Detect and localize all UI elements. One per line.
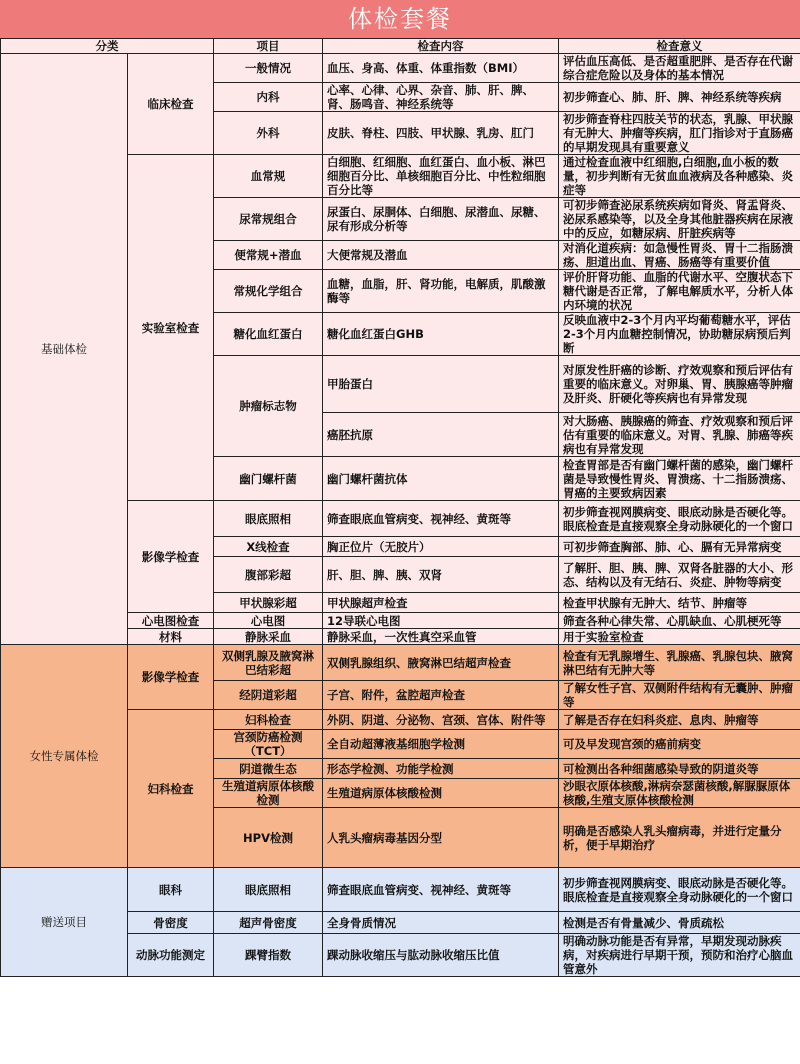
header-content: 检查内容 bbox=[323, 39, 559, 54]
category-name: 妇科检查 bbox=[128, 710, 214, 868]
item-name: 常规化学组合 bbox=[214, 270, 323, 313]
item-meaning: 筛查各种心律失常、心肌缺血、心肌梗死等 bbox=[559, 613, 800, 629]
item-name: 经阴道彩超 bbox=[214, 681, 323, 710]
item-meaning: 反映血液中2-3个月内平均葡萄糖水平，评估2-3个月内血糖控制情况，协助糖尿病预后判断 bbox=[559, 313, 800, 356]
item-content: 糖化血红蛋白GHB bbox=[323, 313, 559, 356]
table-row bbox=[1, 645, 800, 681]
item-content: 全自动超薄液基细胞学检测 bbox=[323, 730, 559, 759]
item-meaning: 了解是否存在妇科炎症、息肉、肿瘤等 bbox=[559, 710, 800, 730]
item-meaning: 了解女性子宫、双侧附件结构有无囊肿、肿瘤等 bbox=[559, 681, 800, 710]
category-name: 影像学检查 bbox=[128, 645, 214, 710]
header-row bbox=[1, 39, 800, 54]
item-content: 胸正位片（无胶片） bbox=[323, 537, 559, 557]
item-name: 糖化血红蛋白 bbox=[214, 313, 323, 356]
header-meaning: 检查意义 bbox=[559, 39, 800, 54]
item-name: 尿常规组合 bbox=[214, 198, 323, 241]
category-name: 临床检查 bbox=[128, 54, 214, 155]
item-name: 双侧乳腺及腋窝淋巴结彩超 bbox=[214, 645, 323, 681]
category-name: 心电图检查 bbox=[128, 613, 214, 629]
item-name: 内科 bbox=[214, 83, 323, 112]
item-meaning: 可及早发现宫颈的癌前病变 bbox=[559, 730, 800, 759]
header-item: 项目 bbox=[214, 39, 323, 54]
item-content: 12导联心电图 bbox=[323, 613, 559, 629]
table-body bbox=[1, 54, 800, 977]
item-meaning: 初步筛查脊柱四肢关节的状态，乳腺、甲状腺有无肿大、肿瘤等疾病，肛门指诊对于直肠癌的早期发现具有重要意义 bbox=[559, 112, 800, 155]
item-content: 全身骨质情况 bbox=[323, 912, 559, 934]
item-name: 超声骨密度 bbox=[214, 912, 323, 934]
item-name: 便常规+潜血 bbox=[214, 241, 323, 270]
item-name: 眼底照相 bbox=[214, 868, 323, 912]
item-meaning: 初步筛查视网膜病变、眼底动脉是否硬化等。眼底检查是直接观察全身动脉硬化的一个窗口 bbox=[559, 501, 800, 537]
item-content: 白细胞、红细胞、血红蛋白、血小板、淋巴细胞百分比、单核细胞百分比、中性粒细胞百分比等 bbox=[323, 155, 559, 198]
item-content: 癌胚抗原 bbox=[323, 413, 559, 457]
page-title: 体检套餐 bbox=[0, 0, 800, 38]
item-name: 生殖道病原体核酸检测 bbox=[214, 779, 323, 808]
item-meaning: 对消化道疾病：如急慢性胃炎、胃十二指肠溃疡、胆道出血、胃癌、肠癌等有重要价值 bbox=[559, 241, 800, 270]
item-name: 一般情况 bbox=[214, 54, 323, 83]
category-name: 影像学检查 bbox=[128, 501, 214, 613]
item-content: 人乳头瘤病毒基因分型 bbox=[323, 808, 559, 868]
item-meaning: 初步筛查视网膜病变、眼底动脉是否硬化等。眼底检查是直接观察全身动脉硬化的一个窗口 bbox=[559, 868, 800, 912]
item-content: 尿蛋白、尿胴体、白细胞、尿潜血、尿糖、尿有形成分析等 bbox=[323, 198, 559, 241]
category-name: 实验室检查 bbox=[128, 155, 214, 501]
item-content: 子宫、附件，盆腔超声检查 bbox=[323, 681, 559, 710]
item-name: 静脉采血 bbox=[214, 629, 323, 645]
item-meaning: 可检测出各种细菌感染导致的阴道炎等 bbox=[559, 759, 800, 779]
item-meaning: 检查胃部是否有幽门螺杆菌的感染，幽门螺杆菌是导致慢性胃炎、胃溃疡、十二指肠溃疡、胃癌的主要致病因素 bbox=[559, 457, 800, 501]
item-name: 阴道微生态 bbox=[214, 759, 323, 779]
item-meaning: 评价肝肾功能、血脂的代谢水平、空腹状态下糖代谢是否正常，了解电解质水平，分析人体内环境的状况 bbox=[559, 270, 800, 313]
item-name: 甲状腺彩超 bbox=[214, 593, 323, 613]
item-meaning: 对大肠癌、胰腺癌的筛查、疗效观察和预后评估有重要的临床意义。对胃、乳腺、肺癌等疾病也有异常发现 bbox=[559, 413, 800, 457]
item-meaning: 了解肝、胆、胰、脾、双肾各脏器的大小、形态、结构以及有无结石、炎症、肿物等病变 bbox=[559, 557, 800, 593]
item-meaning: 评估血压高低、是否超重肥胖、是否存在代谢综合症危险以及身体的基本情况 bbox=[559, 54, 800, 83]
item-name: X线检查 bbox=[214, 537, 323, 557]
item-name: 宫颈防癌检测（TCT） bbox=[214, 730, 323, 759]
item-meaning: 可初步筛查胸部、肺、心、膈有无异常病变 bbox=[559, 537, 800, 557]
group-name: 基础体检 bbox=[1, 54, 128, 645]
item-meaning: 可初步筛查泌尿系统疾病如肾炎、肾盂肾炎、泌尿系感染等，以及全身其他脏器疾病在尿液中的反应，如糖尿病、肝脏疾病等 bbox=[559, 198, 800, 241]
checkup-table bbox=[0, 38, 800, 977]
item-name: 幽门螺杆菌 bbox=[214, 457, 323, 501]
item-meaning: 沙眼衣原体核酸,淋病奈瑟菌核酸,解脲脲原体核酸,生殖支原体核酸检测 bbox=[559, 779, 800, 808]
item-meaning: 检测是否有骨量减少、骨质疏松 bbox=[559, 912, 800, 934]
item-content: 外阴、阴道、分泌物、宫颈、宫体、附件等 bbox=[323, 710, 559, 730]
item-content: 生殖道病原体核酸检测 bbox=[323, 779, 559, 808]
item-name: 血常规 bbox=[214, 155, 323, 198]
header-category: 分类 bbox=[1, 39, 214, 54]
item-name: 妇科检查 bbox=[214, 710, 323, 730]
item-meaning: 通过检查血液中红细胞,白细胞,血小板的数量，初步判断有无贫血血液病及各种感染、炎症等 bbox=[559, 155, 800, 198]
item-meaning: 明确是否感染人乳头瘤病毒，并进行定量分析，便于早期治疗 bbox=[559, 808, 800, 868]
category-name: 动脉功能测定 bbox=[128, 934, 214, 977]
item-content: 甲状腺超声检查 bbox=[323, 593, 559, 613]
category-name: 眼科 bbox=[128, 868, 214, 912]
item-meaning: 明确动脉功能是否有异常，早期发现动脉疾病，对疾病进行早期干预，预防和治疗心脑血管意外 bbox=[559, 934, 800, 977]
table-row bbox=[1, 54, 800, 83]
item-content: 幽门螺杆菌抗体 bbox=[323, 457, 559, 501]
item-name: 心电图 bbox=[214, 613, 323, 629]
item-content: 血压、身高、体重、体重指数（BMI） bbox=[323, 54, 559, 83]
category-name: 材料 bbox=[128, 629, 214, 645]
item-meaning: 检查甲状腺有无肿大、结节、肿瘤等 bbox=[559, 593, 800, 613]
item-meaning: 用于实验室检查 bbox=[559, 629, 800, 645]
item-content: 大便常规及潜血 bbox=[323, 241, 559, 270]
item-content: 甲胎蛋白 bbox=[323, 356, 559, 413]
item-meaning: 对原发性肝癌的诊断、疗效观察和预后评估有重要的临床意义。对卵巢、胃、胰腺癌等肿瘤及肝炎、肝硬化等疾病也有异常发现 bbox=[559, 356, 800, 413]
item-name: HPV检测 bbox=[214, 808, 323, 868]
item-content: 筛查眼底血管病变、视神经、黄斑等 bbox=[323, 868, 559, 912]
item-content: 双侧乳腺组织、腋窝淋巴结超声检查 bbox=[323, 645, 559, 681]
item-meaning: 初步筛查心、肺、肝、脾、神经系统等疾病 bbox=[559, 83, 800, 112]
item-name: 腹部彩超 bbox=[214, 557, 323, 593]
group-name: 女性专属体检 bbox=[1, 645, 128, 868]
item-name: 肿瘤标志物 bbox=[214, 356, 323, 457]
group-name: 赠送项目 bbox=[1, 868, 128, 977]
item-name: 外科 bbox=[214, 112, 323, 155]
item-content: 心率、心律、心界、杂音、肺、肝、脾、肾、肠鸣音、神经系统等 bbox=[323, 83, 559, 112]
item-content: 形态学检测、功能学检测 bbox=[323, 759, 559, 779]
item-content: 血糖，血脂，肝、肾功能，电解质，肌酸激酶等 bbox=[323, 270, 559, 313]
item-content: 肝、胆、脾、胰、双肾 bbox=[323, 557, 559, 593]
item-content: 筛查眼底血管病变、视神经、黄斑等 bbox=[323, 501, 559, 537]
category-name: 骨密度 bbox=[128, 912, 214, 934]
item-content: 踝动脉收缩压与肱动脉收缩压比值 bbox=[323, 934, 559, 977]
item-name: 踝臂指数 bbox=[214, 934, 323, 977]
item-content: 静脉采血，一次性真空采血管 bbox=[323, 629, 559, 645]
item-content: 皮肤、脊柱、四肢、甲状腺、乳房、肛门 bbox=[323, 112, 559, 155]
item-meaning: 检查有无乳腺增生、乳腺癌、乳腺包块、腋窝淋巴结有无肿大等 bbox=[559, 645, 800, 681]
table-row bbox=[1, 868, 800, 912]
item-name: 眼底照相 bbox=[214, 501, 323, 537]
